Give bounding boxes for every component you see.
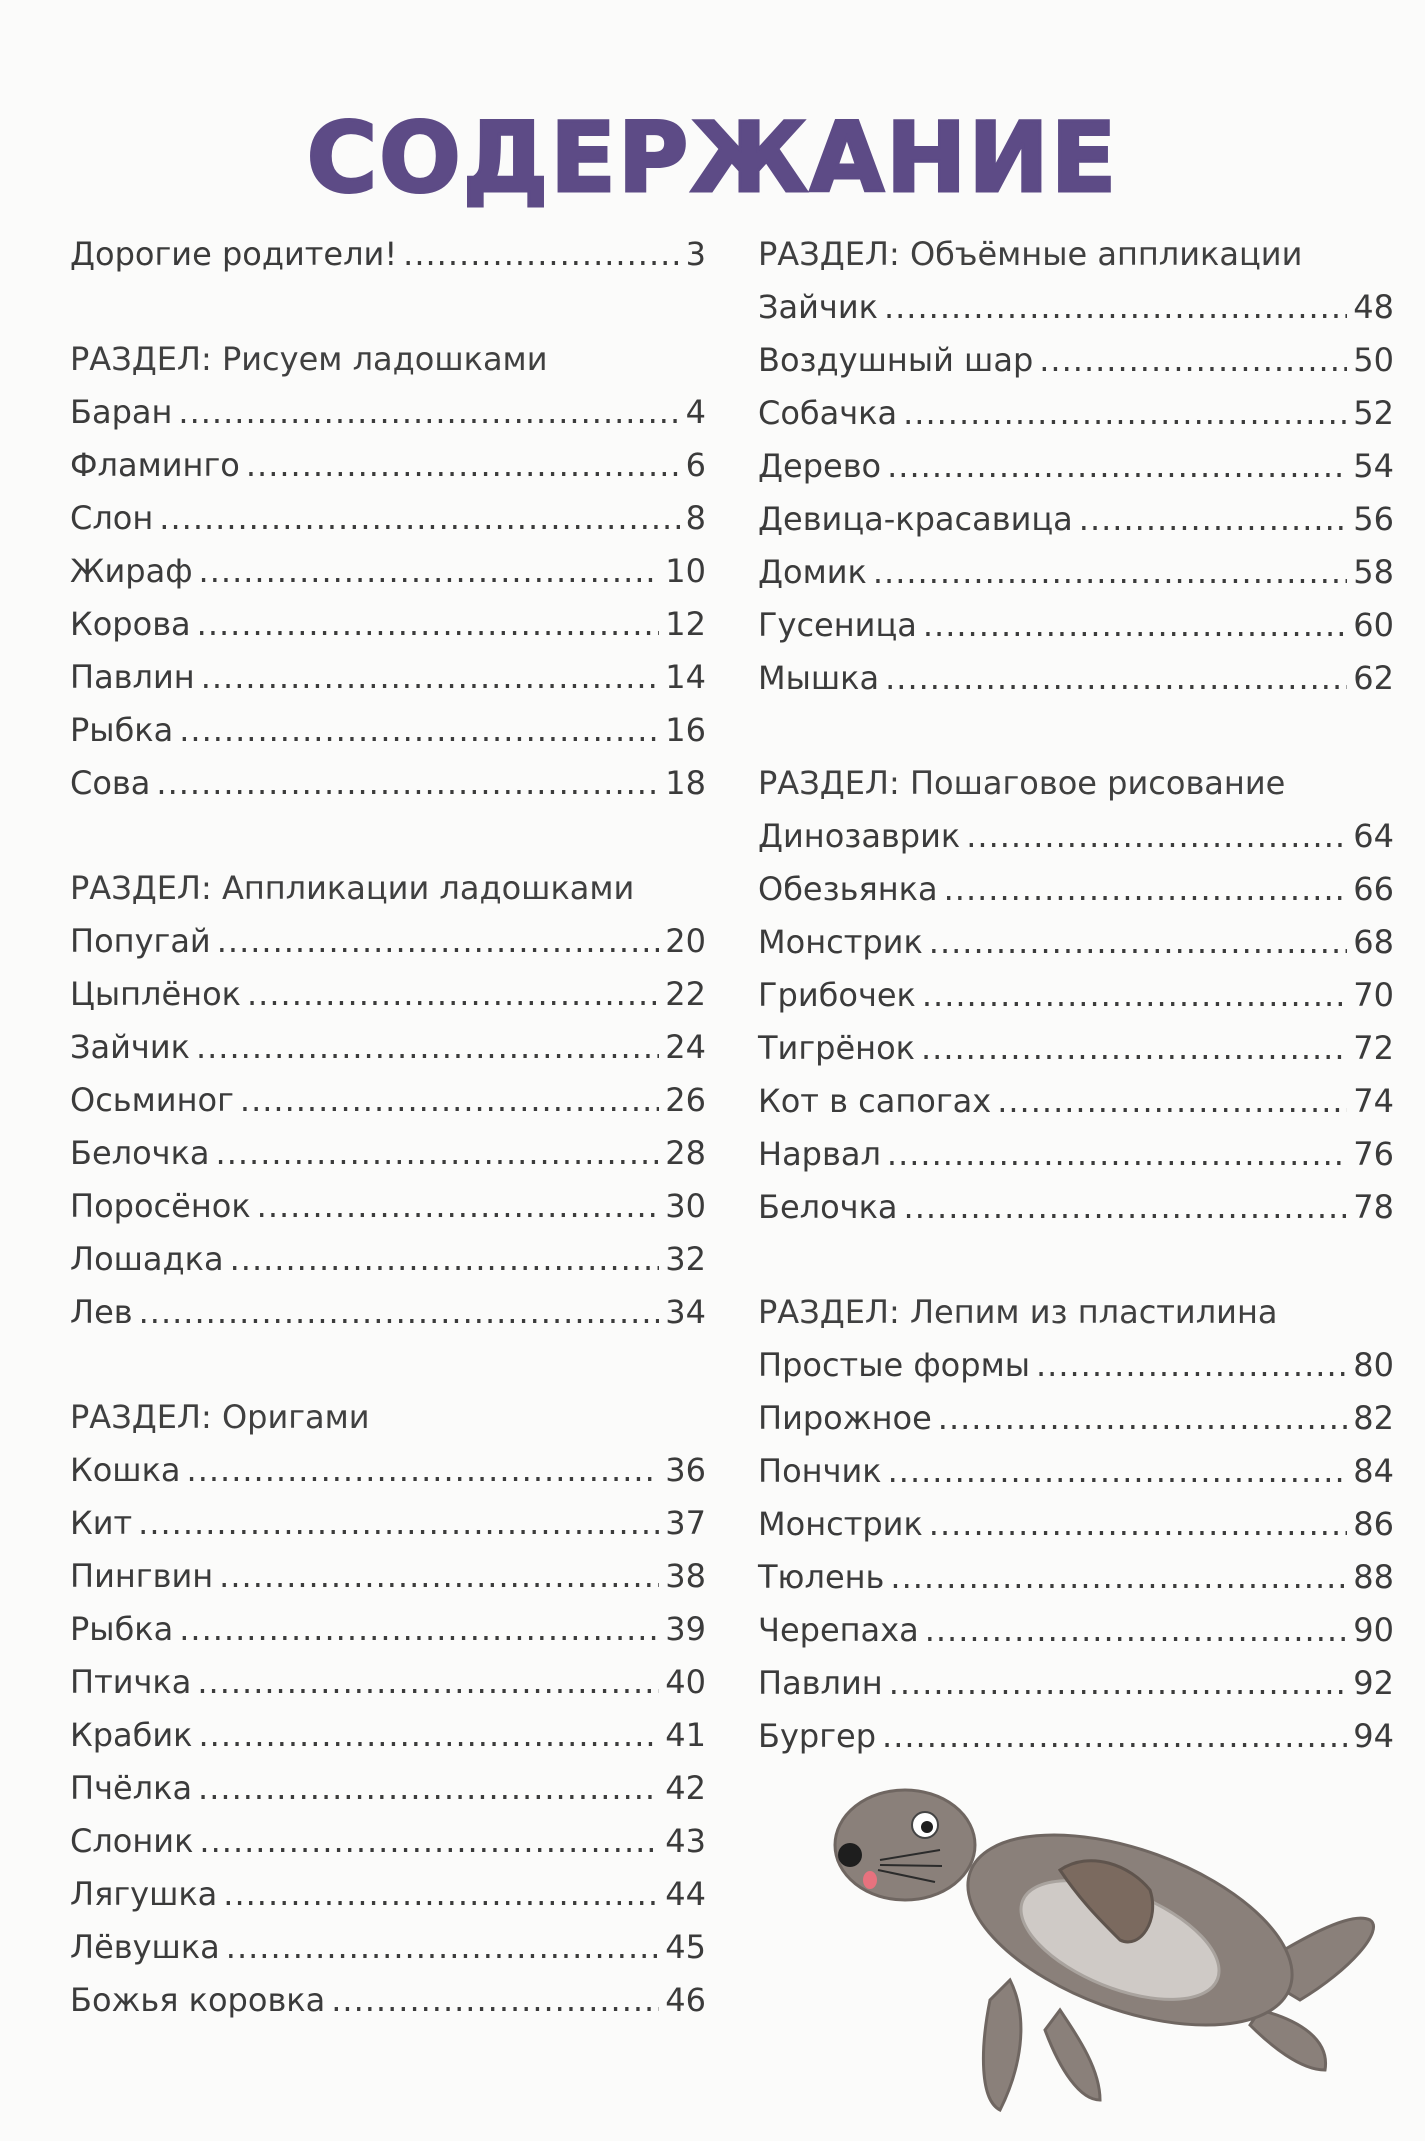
toc-section bbox=[758, 1286, 1394, 1763]
toc-entry-name: Грибочек bbox=[758, 976, 916, 1014]
toc-entry-name: Обезьянка bbox=[758, 870, 938, 908]
toc-entry-name: Баран bbox=[70, 393, 173, 431]
section-heading: РАЗДЕЛ: Аппликации ладошками bbox=[70, 869, 635, 907]
toc-entry-name: Нарвал bbox=[758, 1135, 881, 1173]
toc-entry-page: 44 bbox=[665, 1875, 706, 1913]
toc-entry-name: Лёвушка bbox=[70, 1928, 220, 1966]
toc-entry-name: Корова bbox=[70, 605, 191, 643]
toc-entry-name: Дорогие родители! bbox=[70, 235, 398, 273]
toc-entry-name: Сова bbox=[70, 764, 151, 802]
dot-leader bbox=[1036, 1339, 1347, 1392]
dot-leader bbox=[929, 916, 1348, 969]
dot-leader bbox=[887, 440, 1347, 493]
toc-entry-name: Пчёлка bbox=[70, 1769, 193, 1807]
toc-entry[interactable] bbox=[70, 1815, 706, 1868]
toc-entry[interactable] bbox=[758, 916, 1394, 969]
dot-leader bbox=[331, 1974, 659, 2027]
dot-leader bbox=[201, 651, 660, 704]
toc-entry-page: 42 bbox=[665, 1769, 706, 1807]
toc-entry[interactable] bbox=[70, 1127, 706, 1180]
dot-leader bbox=[187, 1444, 660, 1497]
dot-leader bbox=[882, 1710, 1347, 1763]
toc-entry-page: 34 bbox=[665, 1293, 706, 1331]
toc-entry-page: 28 bbox=[665, 1134, 706, 1172]
toc-entry[interactable] bbox=[758, 1075, 1394, 1128]
toc-entry[interactable] bbox=[70, 1603, 706, 1656]
toc-entry[interactable] bbox=[70, 1974, 706, 2027]
toc-entry-name: Девица-красавица bbox=[758, 500, 1073, 538]
toc-entry-page: 45 bbox=[665, 1928, 706, 1966]
toc-entry[interactable] bbox=[70, 1444, 706, 1497]
toc-entry-name: Божья коровка bbox=[70, 1981, 326, 2019]
toc-entry[interactable] bbox=[70, 1021, 706, 1074]
toc-entry-page: 8 bbox=[685, 499, 706, 537]
section-heading: РАЗДЕЛ: Оригами bbox=[70, 1398, 370, 1436]
toc-entry-name: Лев bbox=[70, 1293, 133, 1331]
toc-entry-name: Поросёнок bbox=[70, 1187, 251, 1225]
toc-entry-page: 39 bbox=[665, 1610, 706, 1648]
dot-leader bbox=[403, 228, 679, 281]
toc-entry[interactable] bbox=[758, 1710, 1394, 1763]
dot-leader bbox=[156, 757, 659, 810]
toc-entry[interactable] bbox=[758, 863, 1394, 916]
toc-entry-page: 94 bbox=[1353, 1717, 1394, 1755]
toc-entry-page: 66 bbox=[1353, 870, 1394, 908]
dot-leader bbox=[944, 863, 1348, 916]
toc-entry[interactable] bbox=[70, 1497, 706, 1550]
toc-entry[interactable] bbox=[70, 439, 706, 492]
toc-entry-page: 14 bbox=[665, 658, 706, 696]
toc-entry-page: 18 bbox=[665, 764, 706, 802]
toc-entry-name: Воздушный шар bbox=[758, 341, 1034, 379]
toc-entry-page: 16 bbox=[665, 711, 706, 749]
dot-leader bbox=[139, 1286, 660, 1339]
toc-entry-name: Гусеница bbox=[758, 606, 917, 644]
dot-leader bbox=[179, 1603, 659, 1656]
toc-entry-name: Кошка bbox=[70, 1451, 181, 1489]
toc-entry[interactable] bbox=[70, 1656, 706, 1709]
toc-entry-page: 38 bbox=[665, 1557, 706, 1595]
toc-entry-name: Тигрёнок bbox=[758, 1029, 915, 1067]
toc-entry[interactable] bbox=[70, 704, 706, 757]
toc-section bbox=[758, 228, 1394, 705]
toc-entry[interactable] bbox=[70, 228, 706, 281]
toc-entry[interactable] bbox=[70, 1550, 706, 1603]
dot-leader bbox=[890, 1551, 1347, 1604]
toc-section bbox=[70, 333, 706, 810]
toc-entry-page: 72 bbox=[1353, 1029, 1394, 1067]
toc-entry[interactable] bbox=[70, 915, 706, 968]
toc-entry[interactable] bbox=[70, 968, 706, 1021]
toc-entry-name: Динозаврик bbox=[758, 817, 961, 855]
toc-entry-name: Осьминог bbox=[70, 1081, 234, 1119]
toc-entry-name: Жираф bbox=[70, 552, 193, 590]
toc-section bbox=[70, 1391, 706, 2027]
dot-leader bbox=[246, 439, 680, 492]
dot-leader bbox=[938, 1392, 1348, 1445]
toc-entry-page: 41 bbox=[665, 1716, 706, 1754]
dot-leader bbox=[888, 1445, 1348, 1498]
dot-leader bbox=[230, 1233, 660, 1286]
toc-entry-name: Павлин bbox=[758, 1664, 883, 1702]
toc-entry-page: 82 bbox=[1353, 1399, 1394, 1437]
toc-right-column bbox=[758, 228, 1394, 1815]
dot-leader bbox=[199, 1709, 660, 1762]
toc-entry-page: 4 bbox=[685, 393, 706, 431]
toc-entry[interactable] bbox=[70, 757, 706, 810]
toc-entry-name: Цыплёнок bbox=[70, 975, 241, 1013]
toc-entry-name: Дерево bbox=[758, 447, 882, 485]
toc-entry-name: Собачка bbox=[758, 394, 898, 432]
toc-entry-name: Белочка bbox=[758, 1188, 898, 1226]
toc-entry-name: Слоник bbox=[70, 1822, 194, 1860]
dot-leader bbox=[966, 810, 1347, 863]
toc-entry[interactable] bbox=[70, 1921, 706, 1974]
toc-entry-name: Рыбка bbox=[70, 711, 174, 749]
toc-entry[interactable] bbox=[758, 493, 1394, 546]
toc-entry-name: Фламинго bbox=[70, 446, 240, 484]
dot-leader bbox=[885, 652, 1347, 705]
toc-entry-name: Белочка bbox=[70, 1134, 210, 1172]
toc-entry[interactable] bbox=[758, 810, 1394, 863]
toc-entry-page: 10 bbox=[665, 552, 706, 590]
dot-leader bbox=[925, 1604, 1348, 1657]
dot-leader bbox=[873, 546, 1347, 599]
dot-leader bbox=[226, 1921, 660, 1974]
dot-leader bbox=[199, 545, 660, 598]
toc-section bbox=[70, 862, 706, 1339]
page-title: СОДЕРЖАНИЕ bbox=[306, 102, 1119, 215]
toc-entry-name: Домик bbox=[758, 553, 867, 591]
toc-entry-page: 76 bbox=[1353, 1135, 1394, 1173]
toc-entry-name: Мышка bbox=[758, 659, 880, 697]
section-heading: РАЗДЕЛ: Лепим из пластилина bbox=[758, 1293, 1278, 1331]
toc-entry-name: Лошадка bbox=[70, 1240, 224, 1278]
toc-entry-name: Кит bbox=[70, 1504, 133, 1542]
toc-entry[interactable] bbox=[70, 651, 706, 704]
toc-entry-name: Пончик bbox=[758, 1452, 882, 1490]
dot-leader bbox=[198, 1762, 659, 1815]
toc-entry[interactable] bbox=[758, 334, 1394, 387]
toc-entry-name: Пингвин bbox=[70, 1557, 214, 1595]
dot-leader bbox=[889, 1657, 1348, 1710]
toc-entry[interactable] bbox=[758, 546, 1394, 599]
toc-entry-name: Тюлень bbox=[758, 1558, 885, 1596]
toc-entry-page: 50 bbox=[1353, 341, 1394, 379]
toc-entry-name: Монстрик bbox=[758, 923, 923, 961]
toc-entry-page: 20 bbox=[665, 922, 706, 960]
toc-entry[interactable] bbox=[758, 599, 1394, 652]
toc-entry-page: 43 bbox=[665, 1822, 706, 1860]
toc-entry[interactable] bbox=[70, 1233, 706, 1286]
toc-entry[interactable] bbox=[758, 387, 1394, 440]
toc-entry-page: 37 bbox=[665, 1504, 706, 1542]
dot-leader bbox=[240, 1074, 659, 1127]
toc-entry-page: 48 bbox=[1353, 288, 1394, 326]
toc-entry-page: 24 bbox=[665, 1028, 706, 1066]
toc-entry-name: Кот в сапогах bbox=[758, 1082, 992, 1120]
toc-entry[interactable] bbox=[758, 1551, 1394, 1604]
toc-entry-page: 40 bbox=[665, 1663, 706, 1701]
dot-leader bbox=[179, 704, 659, 757]
toc-entry-page: 60 bbox=[1353, 606, 1394, 644]
dot-leader bbox=[217, 915, 660, 968]
dot-leader bbox=[884, 281, 1347, 334]
dot-leader bbox=[178, 386, 679, 439]
dot-leader bbox=[997, 1075, 1347, 1128]
toc-entry-name: Крабик bbox=[70, 1716, 193, 1754]
toc-entry[interactable] bbox=[758, 1392, 1394, 1445]
toc-entry-page: 32 bbox=[665, 1240, 706, 1278]
toc-entry-name: Монстрик bbox=[758, 1505, 923, 1543]
toc-left-column bbox=[70, 228, 706, 2079]
toc-entry[interactable] bbox=[70, 492, 706, 545]
toc-entry[interactable] bbox=[758, 1339, 1394, 1392]
toc-entry-name: Слон bbox=[70, 499, 154, 537]
toc-entry[interactable] bbox=[758, 1604, 1394, 1657]
toc-entry-name: Черепаха bbox=[758, 1611, 919, 1649]
toc-entry-name: Лягушка bbox=[70, 1875, 218, 1913]
dot-leader bbox=[923, 599, 1347, 652]
toc-entry[interactable] bbox=[70, 1762, 706, 1815]
dot-leader bbox=[197, 598, 660, 651]
toc-entry-name: Птичка bbox=[70, 1663, 192, 1701]
toc-entry[interactable] bbox=[758, 1181, 1394, 1234]
toc-entry-page: 62 bbox=[1353, 659, 1394, 697]
dot-leader bbox=[219, 1550, 659, 1603]
toc-entry-page: 70 bbox=[1353, 976, 1394, 1014]
toc-section bbox=[70, 228, 706, 281]
toc-entry-page: 68 bbox=[1353, 923, 1394, 961]
dot-leader bbox=[887, 1128, 1347, 1181]
toc-entry[interactable] bbox=[758, 1657, 1394, 1710]
toc-entry-name: Зайчик bbox=[758, 288, 878, 326]
toc-entry-page: 22 bbox=[665, 975, 706, 1013]
toc-entry-page: 56 bbox=[1353, 500, 1394, 538]
dot-leader bbox=[247, 968, 659, 1021]
toc-entry[interactable] bbox=[758, 1445, 1394, 1498]
dot-leader bbox=[199, 1815, 659, 1868]
toc-entry-page: 88 bbox=[1353, 1558, 1394, 1596]
toc-entry-page: 74 bbox=[1353, 1082, 1394, 1120]
dot-leader bbox=[903, 387, 1347, 440]
section-heading: РАЗДЕЛ: Объёмные аппликации bbox=[758, 235, 1303, 273]
toc-entry[interactable] bbox=[70, 1286, 706, 1339]
toc-entry-page: 36 bbox=[665, 1451, 706, 1489]
dot-leader bbox=[197, 1656, 659, 1709]
toc-entry-page: 30 bbox=[665, 1187, 706, 1225]
dot-leader bbox=[223, 1868, 659, 1921]
toc-entry[interactable] bbox=[70, 386, 706, 439]
toc-entry[interactable] bbox=[758, 969, 1394, 1022]
toc-entry-name: Павлин bbox=[70, 658, 195, 696]
toc-entry-page: 46 bbox=[665, 1981, 706, 2019]
toc-entry-page: 58 bbox=[1353, 553, 1394, 591]
dot-leader bbox=[929, 1498, 1348, 1551]
toc-entry[interactable] bbox=[758, 1022, 1394, 1075]
section-heading: РАЗДЕЛ: Пошаговое рисование bbox=[758, 764, 1286, 802]
toc-entry-page: 92 bbox=[1353, 1664, 1394, 1702]
toc-entry[interactable] bbox=[758, 652, 1394, 705]
dot-leader bbox=[159, 492, 679, 545]
dot-leader bbox=[138, 1497, 659, 1550]
toc-entry-name: Простые формы bbox=[758, 1346, 1030, 1384]
toc-entry-page: 64 bbox=[1353, 817, 1394, 855]
dot-leader bbox=[196, 1021, 659, 1074]
plasticine-seal-icon bbox=[830, 1770, 1390, 2130]
toc-entry-page: 90 bbox=[1353, 1611, 1394, 1649]
section-heading: РАЗДЕЛ: Рисуем ладошками bbox=[70, 340, 548, 378]
toc-entry[interactable] bbox=[70, 598, 706, 651]
dot-leader bbox=[216, 1127, 660, 1180]
toc-entry[interactable] bbox=[758, 1498, 1394, 1551]
toc-entry-name: Зайчик bbox=[70, 1028, 190, 1066]
toc-section bbox=[758, 757, 1394, 1234]
dot-leader bbox=[921, 1022, 1347, 1075]
toc-entry-page: 3 bbox=[685, 235, 706, 273]
toc-entry-page: 84 bbox=[1353, 1452, 1394, 1490]
toc-entry-page: 12 bbox=[665, 605, 706, 643]
toc-entry[interactable] bbox=[70, 1868, 706, 1921]
toc-entry[interactable] bbox=[70, 1709, 706, 1762]
toc-entry-name: Бургер bbox=[758, 1717, 877, 1755]
toc-entry-page: 26 bbox=[665, 1081, 706, 1119]
toc-entry-page: 52 bbox=[1353, 394, 1394, 432]
toc-entry-page: 86 bbox=[1353, 1505, 1394, 1543]
toc-entry[interactable] bbox=[758, 281, 1394, 334]
toc-entry[interactable] bbox=[758, 1128, 1394, 1181]
toc-entry-name: Пирожное bbox=[758, 1399, 932, 1437]
dot-leader bbox=[1039, 334, 1347, 387]
toc-entry[interactable] bbox=[70, 545, 706, 598]
toc-entry[interactable] bbox=[70, 1180, 706, 1233]
toc-entry-page: 54 bbox=[1353, 447, 1394, 485]
toc-entry-page: 78 bbox=[1353, 1188, 1394, 1226]
toc-entry[interactable] bbox=[70, 1074, 706, 1127]
toc-entry[interactable] bbox=[758, 440, 1394, 493]
toc-entry-name: Попугай bbox=[70, 922, 211, 960]
toc-entry-page: 6 bbox=[685, 446, 706, 484]
dot-leader bbox=[1079, 493, 1348, 546]
toc-entry-name: Рыбка bbox=[70, 1610, 174, 1648]
dot-leader bbox=[904, 1181, 1348, 1234]
dot-leader bbox=[257, 1180, 660, 1233]
toc-entry-page: 80 bbox=[1353, 1346, 1394, 1384]
dot-leader bbox=[922, 969, 1347, 1022]
